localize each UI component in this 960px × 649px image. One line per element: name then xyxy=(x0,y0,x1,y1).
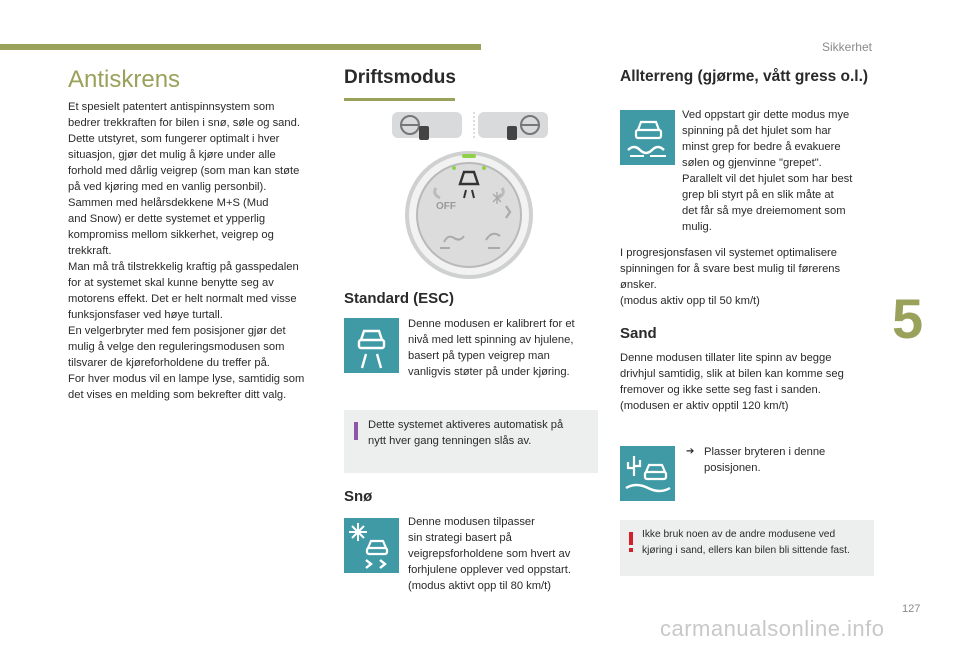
antiskrens-body: Et spesielt patentert antispinnsystem som bedrer trekkraften for bilen i snø, søle og sand. Dette utstyret, som fungerer optimalt i hver situasjon, gjør det mulig å kjøre under alle forhold med dårlig veigrep (som man kan støte på ved kjøring med en vanlig personbil). Sammen med helårsdekkene M+S (Mud and Snow) er dette systemet et ypperlig kompromiss mellom sikkerhet, veigrep og trekkraft. Man må trå tilstrekkelig kraftig på gasspedalen for at systemet skal kunne benytte seg av motorens effekt. Det er helt normalt med visse funksjonsfaser ved høye turtall. En velgerbryter med fem posisjoner gjør det mulig å velge den reguleringsmodusen som tilsvarer de kjøreforholdene du treffer på. For hver modus vil en lampe lyse, samtidig som det vises en melding som bekrefter ditt valg. xyxy=(68,101,305,401)
sand-body: Denne modusen tillater lite spinn av begge drivhjul samtidig, slik at bilen kan komme seg fremover og ikke sette seg fast i sanden. (modusen er aktiv opptil 120 km/t) xyxy=(620,352,844,412)
antiskrens-title: Antiskrens xyxy=(68,66,181,93)
warning-icon xyxy=(626,532,630,550)
allterreng-title: Allterreng (gjørme, vått gress o.l.) xyxy=(620,68,869,85)
esc-car-icon xyxy=(344,318,399,373)
sand-warning-text: Ikke bruk noen av de andre modusene ved kjøring i sand, ellers kan bilen bli sittende fast. xyxy=(642,529,850,556)
sand-title: Sand xyxy=(620,325,657,342)
allterreng-body2: I progresjonsfasen vil systemet optimalisere spinningen for å svare best mulig til førerens ønsker. (modus aktiv opp til 50 km/t) xyxy=(620,247,841,307)
mode-dial-icon xyxy=(407,153,531,277)
standard-note-text: Dette systemet aktiveres automatisk på nytt hver gang tenningen slås av. xyxy=(368,419,564,447)
mode-selector-illustration xyxy=(380,106,568,286)
driftsmodus-rule xyxy=(344,98,455,101)
top-accent-bar xyxy=(0,44,481,50)
sand-instruction: Plasser bryteren i denne posisjonen. xyxy=(704,446,826,474)
page-number: 127 xyxy=(902,603,921,615)
off-label: OFF xyxy=(436,201,456,212)
info-icon xyxy=(354,422,358,440)
sand-warning-note xyxy=(620,520,874,576)
standard-body: Denne modusen er kalibrert for et nivå med lett spinning av hjulene, basert på typen veigrep man vanligvis støter på under kjøring. xyxy=(408,318,575,378)
bullet-arrow-icon: ➔ xyxy=(686,446,695,457)
esc-lamp-right-icon xyxy=(478,112,548,140)
sno-title: Snø xyxy=(344,488,373,505)
standard-info-note xyxy=(344,410,598,473)
mud-mode-icon xyxy=(620,110,675,165)
section-label: Sikkerhet xyxy=(821,40,872,54)
chapter-number: 5 xyxy=(892,287,924,350)
sno-body: Denne modusen tilpasser sin strategi basert på veigrepsforholdene som hvert av forhjulene opplever ved oppstart. (modus aktivt opp til 80 km/t) xyxy=(408,516,571,592)
esc-lamp-left-icon xyxy=(392,112,462,140)
sand-mode-icon xyxy=(620,446,675,501)
snow-mode-icon xyxy=(344,518,399,573)
driftsmodus-title: Driftsmodus xyxy=(344,67,456,88)
allterreng-body: Ved oppstart gir dette modus mye spinning på det hjulet som har minst grep for bedre å evakuere sølen og gjenvinne "grepet". Parallelt vil det hjulet som har best grep bli styrt på en slik måte at det får så mye dreiemoment som mulig. xyxy=(682,109,853,233)
watermark: carmanualsonline.info xyxy=(660,616,885,641)
standard-title: Standard (ESC) xyxy=(344,290,455,307)
